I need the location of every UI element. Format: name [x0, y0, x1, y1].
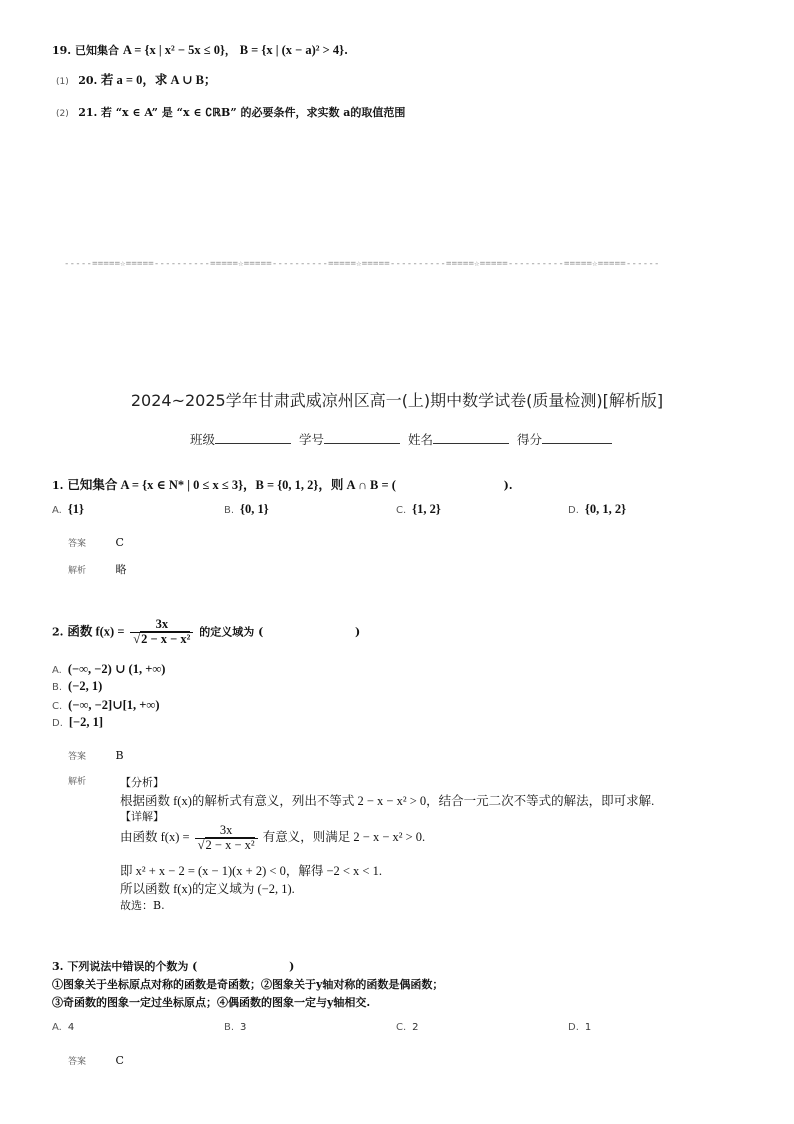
fraction: $\frac{3x}{\text{√2 − x − x²}}$	[195, 824, 258, 853]
question-number: 1.	[52, 479, 64, 492]
page-divider: -----=====☆=====----------=====☆=====----------=====☆=====----------=====☆=====----------=====☆=====------	[64, 259, 660, 269]
analysis-text: 略	[115, 563, 127, 576]
class-label: 班级	[190, 432, 216, 447]
question-stem: 已知集合	[74, 44, 119, 57]
student-id-label: 学号	[299, 432, 325, 447]
question-stem: 已知集合 A = {x ∈ N* | 0 ≤ x ≤ 3}，B = {0, 1, 2}，则 A ∩ B = (	[67, 478, 396, 492]
fraction: $\frac{3x}{\text{√2 − x − x²}}$	[130, 618, 193, 647]
analysis-label: 解析	[68, 777, 87, 787]
detail-heading: 【详解】	[120, 810, 164, 823]
analysis-label: 解析	[68, 566, 87, 576]
question-2: 2. 函数 f(x) = $\frac{3x}{\text{√2 − x − x²}}$ 的定义域为 ( )	[52, 617, 361, 646]
choice-b[interactable]: B. (−2, 1)	[52, 679, 103, 693]
choice-a[interactable]: A. {1}	[52, 502, 84, 516]
answer-value: C	[115, 536, 124, 549]
choice-c[interactable]: C. 2	[396, 1022, 419, 1033]
name-field[interactable]	[433, 431, 509, 444]
score-label: 得分	[517, 432, 543, 447]
question-19: 19. 已知集合 A = {x | x² − 5x ≤ 0}， B = {x | (x − a)² > 4}.	[52, 43, 348, 57]
question-1: 1. 已知集合 A = {x ∈ N* | 0 ≤ x ≤ 3}，B = {0, 1, 2}，则 A ∩ B = ( ).	[52, 478, 513, 492]
choice-a[interactable]: A. (−∞, −2) ∪ (1, +∞)	[52, 662, 166, 676]
sub-tag: (1)	[56, 77, 69, 87]
set-a: A = {x | x² − 5x ≤ 0}	[122, 43, 225, 57]
analysis-heading: 【分析】	[120, 776, 164, 789]
choice-c[interactable]: C. (−∞, −2]∪[1, +∞)	[52, 698, 160, 712]
answer-label: 答案	[68, 752, 87, 762]
choice-b[interactable]: B. 3	[224, 1022, 247, 1033]
answer-row	[68, 749, 124, 762]
class-field[interactable]	[215, 431, 291, 444]
name-label: 姓名	[408, 432, 434, 447]
score-field[interactable]	[542, 431, 612, 444]
analysis-row	[68, 561, 127, 577]
analysis-line: 所以函数 f(x)的定义域为 (−2, 1).	[120, 882, 295, 896]
choice-b[interactable]: B. {0, 1}	[224, 502, 269, 516]
answer-row	[68, 1054, 124, 1067]
analysis-line: 故选：B.	[120, 899, 165, 912]
sub-question-2	[56, 104, 405, 120]
question-number: 3.	[52, 960, 64, 973]
choice-d[interactable]: D. 1	[568, 1022, 592, 1033]
choice-a[interactable]: A. 4	[52, 1022, 75, 1033]
question-number: 19.	[52, 44, 72, 57]
page-title: 2024~2025学年甘肃武威凉州区高一(上)期中数学试卷(质量检测)[解析版]	[130, 391, 664, 410]
analysis-line: 由函数 f(x) = $\frac{3x}{\text{√2 − x − x²}}$ 有意义，则满足 2 − x − x² > 0.	[120, 823, 426, 852]
question-number: 20.	[78, 74, 98, 87]
question-stem: 若 a = 0，求 A ∪ B；	[100, 73, 217, 87]
question-number: 2.	[52, 625, 64, 639]
sub-question-1	[56, 70, 216, 88]
student-id-field[interactable]	[324, 431, 400, 444]
answer-label: 答案	[68, 1057, 87, 1067]
choice-d[interactable]: D. {0, 1, 2}	[568, 502, 626, 516]
sub-tag: (2)	[56, 109, 69, 119]
analysis-line: 即 x² + x − 2 = (x − 1)(x + 2) < 0，解得 −2 < x < 1.	[120, 864, 382, 878]
question-3: 3. 下列说法中错误的个数为 ( )	[52, 960, 295, 973]
choice-c[interactable]: C. {1, 2}	[396, 502, 441, 516]
analysis-line: 根据函数 f(x)的解析式有意义，列出不等式 2 − x − x² > 0，结合一元二次不等式的解法，即可求解.	[120, 794, 655, 808]
question-stem: 若 “x ∈ A” 是 “x ∈ ∁ℝB” 的必要条件，求实数 a的取值范围	[100, 106, 406, 119]
answer-value: B	[115, 749, 124, 762]
answer-label: 答案	[68, 539, 87, 549]
question-statement: ①图象关于坐标原点对称的函数是奇函数；②图象关于y轴对称的函数是偶函数；	[52, 978, 444, 991]
set-b: B = {x | (x − a)² > 4}	[239, 43, 345, 57]
question-stem: 下列说法中错误的个数为 (	[67, 960, 198, 973]
question-number: 21.	[78, 106, 98, 119]
choice-d[interactable]: D. [−2, 1]	[52, 715, 104, 729]
question-statement: ③奇函数的图象一定过坐标原点；④偶函数的图象一定与y轴相交.	[52, 996, 371, 1009]
answer-value: C	[115, 1054, 124, 1067]
student-info-line	[190, 430, 616, 448]
answer-row	[68, 536, 124, 549]
